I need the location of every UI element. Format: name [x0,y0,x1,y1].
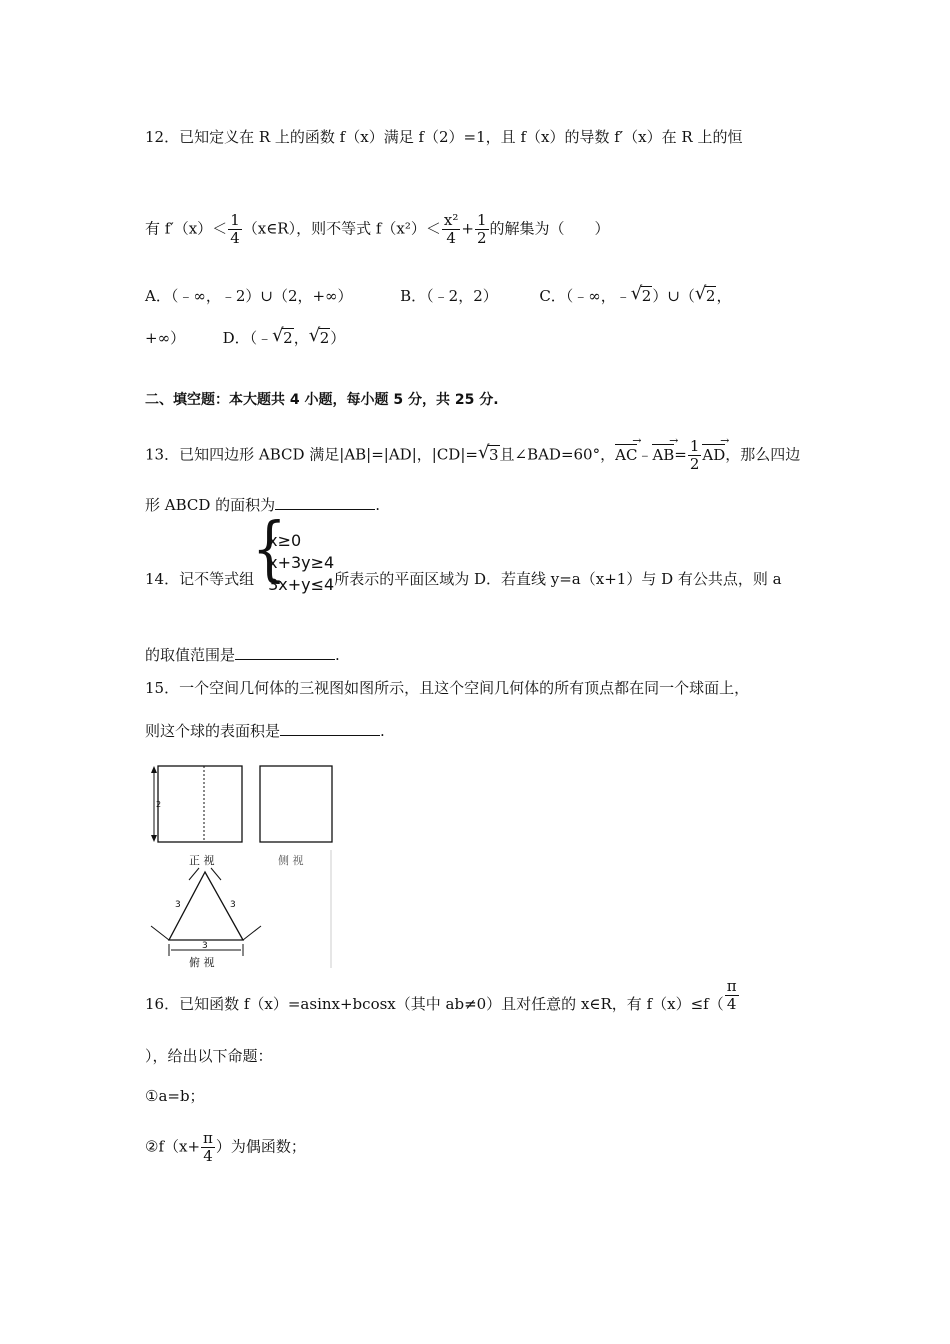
q13-text-c: ，那么四边 [725,445,801,464]
q16-line1 [145,976,740,1014]
q12-text-a: 有 f′（x）＜ [145,219,228,238]
radicand: 2 [705,287,716,305]
q12-line1: 12．已知定义在 R 上的函数 f（x）满足 f（2）=1，且 f（x）的导数 f′（x）在 R 上的恒 [145,128,743,146]
prop2-text-a: ②f（x+ [145,1137,201,1156]
q13-line1 [145,438,800,473]
q12-text-b: （x∈R），则不等式 f（x²）＜ [242,219,441,238]
option-d-text: ） [330,329,346,347]
frac-num: x² [443,211,459,229]
radicand: 2 [319,329,330,347]
q12-line2 [145,212,610,247]
side-length-left: 3 [175,900,181,910]
q16-frac-pi-4 [725,978,739,1013]
answer-blank[interactable] [275,494,375,510]
arrow-down-icon [151,835,157,842]
option-c-text: ， [716,287,732,305]
three-view-figure [145,760,340,970]
q14-text-line2: 的取值范围是 [145,646,236,664]
radicand: 2 [641,287,652,305]
arrow-up-icon [151,766,157,773]
radicand: 2 [283,329,293,347]
base-length: 3 [202,941,208,951]
frac-den: 2 [689,455,700,473]
frac-num: π [726,976,737,995]
q16-line2: ），给出以下命题： [145,1047,273,1065]
radicand: 3 [488,445,499,464]
plus-sign: + [461,219,474,238]
q12-frac-x2-4 [442,212,460,247]
period: . [380,722,385,740]
option-d [223,329,346,347]
option-c-cont: +∞） [145,329,186,347]
equals-sign: = [674,445,687,464]
q14-text-a: 14．记不等式组 [145,570,255,588]
inequality-system [254,530,334,596]
sqrt [478,445,500,465]
vector-ad [702,440,725,465]
inequality-3: 3x+y≤4 [268,575,335,594]
side-length-right: 3 [230,900,236,910]
q13-text-a: 13．已知四边形 ABCD 满足|AB|=|AD|，|CD|= [145,445,478,464]
vector-label: AC [615,445,638,464]
frac-den: 4 [230,229,240,247]
front-view-rect [158,766,242,842]
frac-den: 4 [446,229,456,247]
section-heading: 二、填空题：本大题共 4 小题，每小题 5 分，共 25 分. [145,392,499,408]
q12-text-c: 的解集为（ ） [489,219,610,238]
option-b: B．（﹣2，2） [400,287,498,305]
sqrt [272,328,294,348]
q12-frac-1-4 [228,212,242,247]
frac-den: 4 [726,994,737,1013]
q16-text-a: 16．已知函数 f（x）=asinx+bcosx（其中 ab≠0）且对任意的 x∈R，有 f（x）≤f（ [145,995,724,1013]
prop2-frac-pi-4 [201,1130,215,1165]
option-c-text: C．（﹣∞，﹣ [539,287,631,305]
vector-ab [652,440,674,465]
answer-blank[interactable] [280,720,380,736]
inequality-1: { x≥0 [268,531,302,550]
sqrt [631,286,653,306]
option-c [539,287,731,305]
q15-line2 [145,720,385,741]
side-view-label: 侧 视 [278,854,304,867]
q12-options-line1 [145,286,731,306]
frac-num: π [203,1129,213,1147]
frac-num: 1 [689,437,700,455]
inequality-2: x+3y≥4 [268,553,335,572]
vector-label: AD [702,445,726,464]
frac-den: 2 [476,229,487,247]
frac-num: 1 [230,211,240,229]
sqrt [695,286,717,306]
q14-line2 [145,644,340,665]
extension-line [211,868,221,880]
prop2-text-b: ）为偶函数； [215,1137,306,1156]
option-a: A．（﹣∞，﹣2）∪（2，+∞） [145,287,353,305]
side-view-rect [260,766,332,842]
period: . [375,496,380,514]
option-c-text: ）∪（ [652,287,695,305]
proposition-1: ①a=b； [145,1087,205,1105]
extension-line [189,868,199,880]
q15-line1: 15．一个空间几何体的三视图如图所示，且这个空间几何体的所有顶点都在同一个球面上， [145,679,750,697]
q14-line1 [145,531,782,596]
vector-ac [615,440,637,465]
option-d-text: D．（﹣ [222,329,273,347]
q13-text-line2: 形 ABCD 的面积为 [145,496,276,514]
q14-text-b: 所表示的平面区域为 D．若直线 y=a（x+1）与 D 有公共点，则 a [334,570,782,588]
q13-text-b: 且∠BAD=60°， [499,445,616,464]
q12-options-line2 [145,328,345,348]
extension-line [151,926,169,940]
period: . [335,646,340,664]
vector-label: AB [652,445,675,464]
sqrt [309,328,331,348]
height-label: 2 [156,800,162,809]
top-view-label: 俯 视 [189,956,215,969]
proposition-2 [145,1130,306,1165]
frac-den: 4 [203,1147,213,1165]
q12-frac-1-2 [475,212,489,247]
minus-sign: ﹣ [637,445,653,464]
q13-frac-1-2 [688,438,702,473]
option-d-text: ， [293,329,309,347]
extension-line [243,926,261,940]
answer-blank[interactable] [235,644,335,660]
frac-num: 1 [476,211,487,229]
q15-text-line2: 则这个球的表面积是 [145,722,281,740]
front-view-label: 正 视 [189,854,215,867]
